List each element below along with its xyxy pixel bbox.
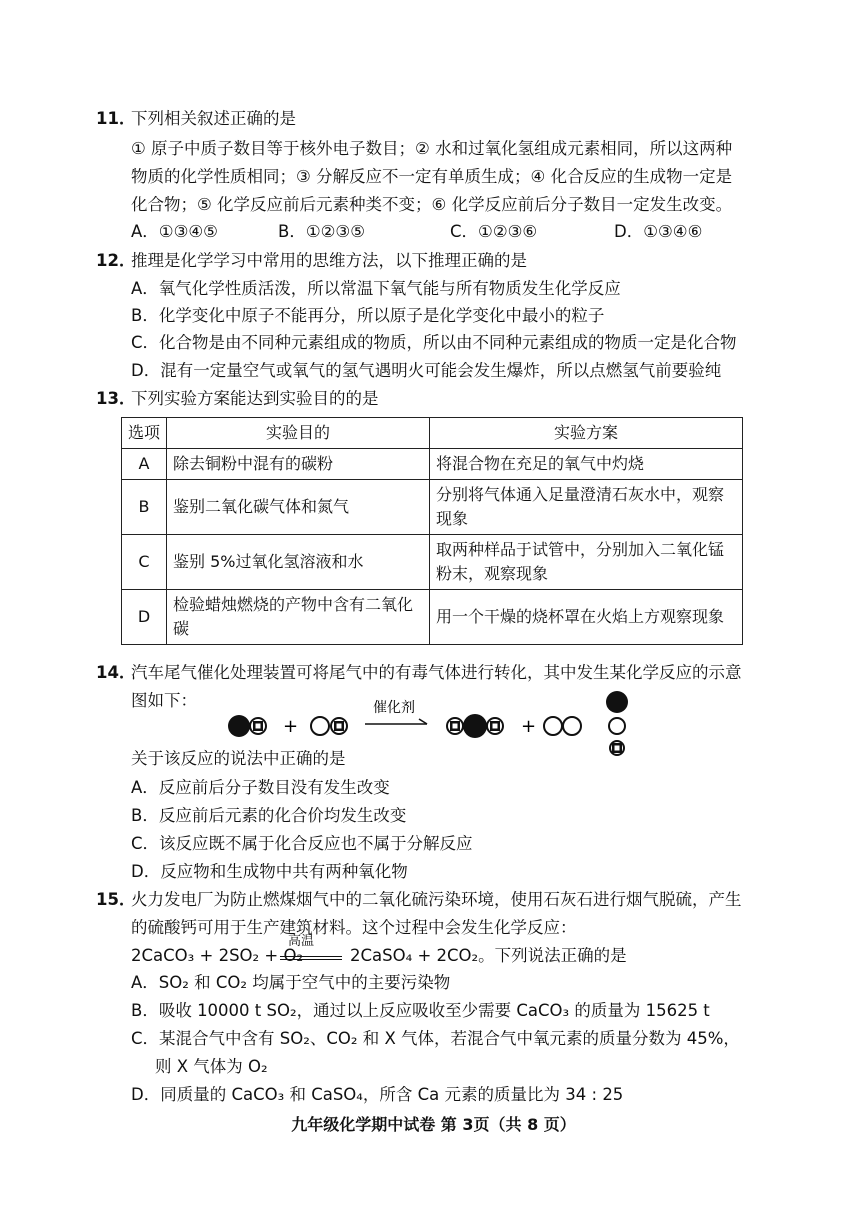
q12-option-d: D．混有一定量空气或氧气的氢气遇明火可能会发生爆炸，所以点燃氢气前要验纯 [131, 361, 722, 380]
q15-option-b: B．吸收 10000 t SO₂，通过以上反应吸收至少需要 CaCO₃ 的质量为 15625 t [131, 1001, 710, 1020]
row-aim: 鉴别二氧化碳气体和氮气 [167, 480, 430, 535]
q14-prompt: 关于该反应的说法中正确的是 [131, 749, 346, 768]
row-aim: 鉴别 5%过氧化氢溶液和水 [167, 535, 430, 590]
q11-option-a: A．①③④⑤ [131, 222, 218, 241]
q14-stem-line1: 汽车尾气催化处理装置可将尾气中的有毒气体进行转化，其中发生某化学反应的示意 [131, 663, 742, 682]
row-aim: 检验蜡烛燃烧的产物中含有二氧化碳 [167, 590, 430, 645]
q15-stem-line2: 的硫酸钙可用于生产建筑材料。这个过程中会发生化学反应： [131, 918, 577, 937]
q12-stem: 推理是化学学习中常用的思维方法，以下推理正确的是 [131, 251, 527, 270]
arrow-icon [365, 719, 427, 724]
q11-statement-line: ① 原子中质子数目等于核外电子数目；② 水和过氧化氢组成元素相同，所以这两种 [131, 139, 733, 158]
q15-equation-right: 2CaSO₄ + 2CO₂。下列说法正确的是 [350, 946, 627, 965]
q13-number: 13． [96, 389, 136, 408]
q11-stem: 下列相关叙述正确的是 [131, 109, 296, 128]
q15-option-c-cont: 则 X 气体为 O₂ [155, 1057, 268, 1076]
q11-statement-line: 物质的化学性质相同；③ 分解反应不一定有单质生成；④ 化合反应的生成物一定是 [131, 167, 733, 186]
row-id: A [122, 449, 167, 480]
q12-option-c: C．化合物是由不同种元素组成的物质，所以由不同种元素组成的物质一定是化合物 [131, 333, 737, 352]
product-molecule-2 [544, 717, 581, 735]
row-aim: 除去铜粉中混有的碳粉 [167, 449, 430, 480]
row-id: B [122, 480, 167, 535]
q14-number: 14． [96, 663, 136, 682]
q11-option-b: B．①②③⑤ [278, 222, 365, 241]
table-row [122, 449, 743, 480]
atom-legend [606, 691, 628, 755]
q14-stem-line2: 图如下： [131, 691, 197, 710]
q15-number: 15． [96, 890, 136, 909]
row-plan: 将混合物在充足的氧气中灼烧 [430, 449, 743, 480]
reactant-molecule-2 [311, 717, 347, 735]
q13-stem: 下列实验方案能达到实验目的的是 [131, 389, 379, 408]
table-row [122, 535, 743, 590]
q11-option-c: C．①②③⑥ [450, 222, 538, 241]
table-row [122, 480, 743, 535]
q14-option-a: A．反应前后分子数目没有发生改变 [131, 778, 390, 797]
equation-equals-sign [280, 956, 342, 960]
header-plan: 实验方案 [430, 418, 743, 449]
q15-stem-line1: 火力发电厂为防止燃煤烟气中的二氧化硫污染环境，使用石灰石进行烟气脱硫，产生 [131, 890, 742, 909]
row-id: C [122, 535, 167, 590]
plus-sign: + [521, 716, 537, 737]
q14-option-d: D．反应物和生成物中共有两种氧化物 [131, 862, 408, 881]
q12-option-a: A．氧气化学性质活泼，所以常温下氧气能与所有物质发生化学反应 [131, 279, 621, 298]
reactant-molecule-1 [228, 715, 266, 737]
q15-condition: 高温 [288, 934, 315, 949]
q11-statement-line: 化合物；⑤ 化学反应前后元素种类不变；⑥ 化学反应前后分子数目一定发生改变。 [131, 195, 733, 214]
page-footer: 九年级化学期中试卷 第 3页（共 8 页） [291, 1115, 576, 1134]
plus-sign: + [283, 716, 299, 737]
q11-number: 11． [96, 109, 136, 128]
table-row [122, 590, 743, 645]
q15-option-c: C．某混合气中含有 SO₂、CO₂ 和 X 气体，若混合气中氧元素的质量分数为 45%， [131, 1029, 740, 1048]
q15-equation-left: 2CaCO₃ + 2SO₂ + O₂ [131, 946, 304, 965]
table-header-row [122, 418, 743, 449]
row-plan: 取两种样品于试管中，分别加入二氧化锰粉末，观察现象 [430, 535, 743, 590]
experiment-table [121, 417, 743, 645]
header-option: 选项 [122, 418, 167, 449]
q12-number: 12． [96, 251, 136, 270]
row-plan: 用一个干燥的烧杯罩在火焰上方观察现象 [430, 590, 743, 645]
q11-option-d: D．①③④⑥ [614, 222, 703, 241]
q12-option-b: B．化学变化中原子不能再分，所以原子是化学变化中最小的粒子 [131, 306, 605, 325]
row-plan: 分别将气体通入足量澄清石灰水中，观察现象 [430, 480, 743, 535]
row-id: D [122, 590, 167, 645]
product-molecule-1 [447, 714, 503, 738]
q14-option-b: B．反应前后元素的化合价均发生改变 [131, 806, 407, 825]
catalyst-label: 催化剂 [373, 700, 415, 716]
q14-option-c: C．该反应既不属于化合反应也不属于分解反应 [131, 834, 473, 853]
q15-option-a: A．SO₂ 和 CO₂ 均属于空气中的主要污染物 [131, 973, 451, 992]
header-aim: 实验目的 [167, 418, 430, 449]
q15-option-d: D．同质量的 CaCO₃ 和 CaSO₄，所含 Ca 元素的质量比为 34 : 25 [131, 1085, 624, 1104]
